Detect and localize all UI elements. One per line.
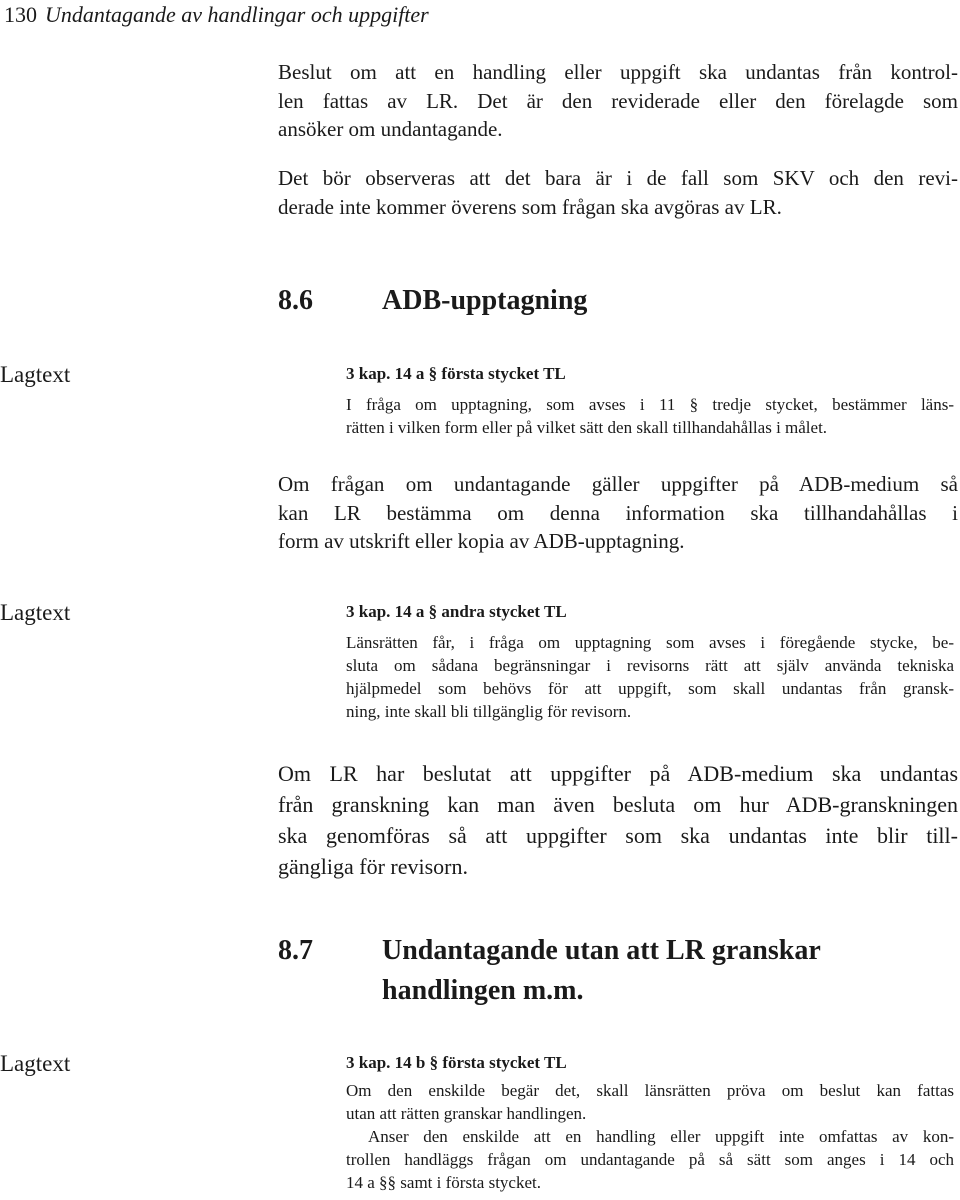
paragraph-adb-review: Om LR har beslutat att uppgifter på ADB-medium ska undantas från granskning kan man även besluta om hur ADB-granskningen ska genomföras så att uppgifter som ska undantas inte blir till- gängliga för revisorn. bbox=[278, 761, 958, 879]
section-heading-8-7: 8.7 Undantagande utan att LR granskar handlingen m.m. bbox=[278, 935, 821, 1006]
law-quote-14b-first: 3 kap. 14 b § första stycket TL Om den enskilde begär det, skall länsrätten pröva om beslut kan fattas utan att rätten granskar handlingen. Anser den enskilde att en handling eller uppgift inte omfattas av kon- trollen handläggs frågan om undantagande på så sätt som anges i 14 och 14 a §§ samt i första stycket. bbox=[346, 1053, 954, 1192]
margin-label-lagtext: Lagtext bbox=[0, 600, 71, 625]
margin-label-lagtext: Lagtext bbox=[0, 362, 71, 387]
paragraph-decision: Beslut om att en handling eller uppgift ska undantas från kontrol- len fattas av LR. Det är den reviderade eller den förelagde som ansöker om undantagande. bbox=[278, 60, 958, 141]
paragraph-observation: Det bör observeras att det bara är i de fall som SKV och den revi- derade inte kommer överens som frågan ska avgöras av LR. bbox=[278, 166, 958, 219]
paragraph-adb-medium: Om frågan om undantagande gäller uppgifter på ADB-medium så kan LR bestämma om denna information ska tillhandahållas i form av utskrift eller kopia av ADB-upptagning. bbox=[278, 472, 958, 553]
law-quote-14a-first: 3 kap. 14 a § första stycket TL I fråga om upptagning, som avses i 11 § tredje stycket, bestämmer läns- rätten i vilken form eller på vilket sätt den skall tillhandahållas i målet. bbox=[346, 364, 954, 437]
law-reference: 3 kap. 14 a § första stycket TL bbox=[346, 364, 566, 383]
chapter-title: Undantagande av handlingar och uppgifter bbox=[45, 2, 429, 27]
running-head bbox=[4, 2, 429, 28]
law-reference: 3 kap. 14 a § andra stycket TL bbox=[346, 602, 567, 621]
section-heading-8-6: 8.6 ADB-upptagning bbox=[278, 285, 588, 316]
margin-label-lagtext: Lagtext bbox=[0, 1051, 71, 1076]
law-reference: 3 kap. 14 b § första stycket TL bbox=[346, 1053, 567, 1072]
law-quote-14a-second: 3 kap. 14 a § andra stycket TL Länsrätten får, i fråga om upptagning som avses i föregående stycke, be- sluta om sådana begränsningar i revisorns rätt att själv använda tekniska hjälpmedel som behövs för att uppgift, som skall undantas från gransk- ning, inte skall bli tillgänglig för revisorn. bbox=[346, 602, 954, 721]
page-number: 130 bbox=[4, 2, 37, 27]
